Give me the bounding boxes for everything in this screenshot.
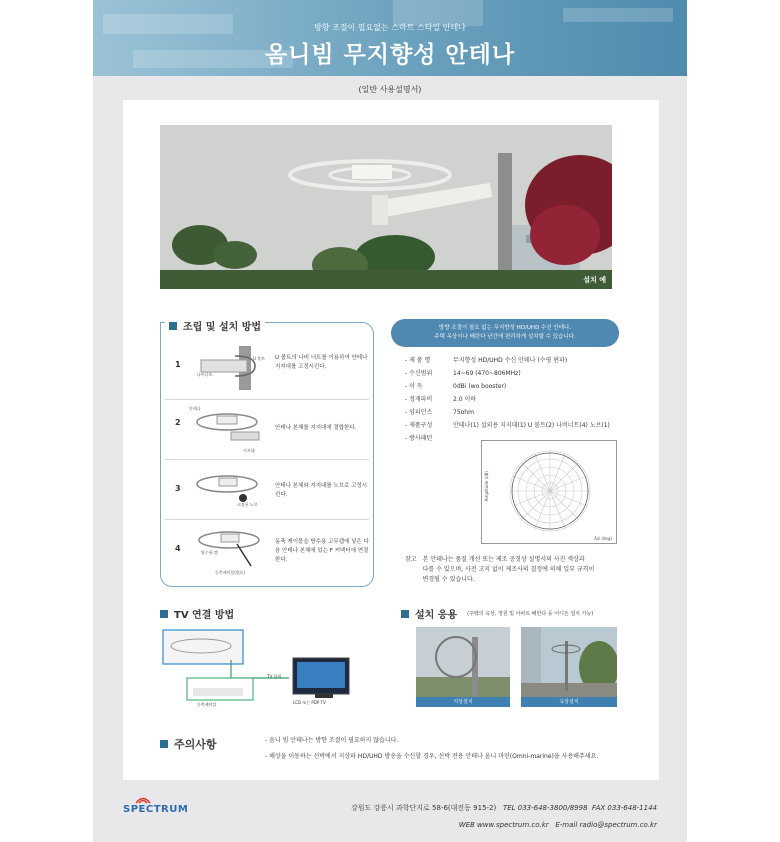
spec-row: - 제품구성 안테나(1) 설외용 지지대(1) U 볼트(2) 나비너트(4) 노브(1) [405,422,610,429]
spec-row: - 방사패턴 [405,435,433,442]
step-label: U 볼트 [253,356,265,361]
roof-install-illustration [521,627,617,707]
footer-address: 강원도 강릉시 과학단지로 58-6(대전동 915-2) [350,804,497,812]
install-photo-roof [521,627,617,707]
tv-label: LCD 또는 PDP TV [293,700,326,705]
bullet-square-icon [401,610,409,618]
footer-web[interactable]: WEB www.spectrum.co.kr [458,821,549,829]
brand-logo [123,794,188,815]
bullet-square-icon [160,610,168,618]
spec-row: - 정재파비 2.0 이하 [405,396,477,403]
note-label: 참고 [405,556,417,563]
manual-label: (일반 사용설명서) [358,85,422,94]
step-number: 1 [175,360,181,369]
radiation-pattern-chart [481,440,617,544]
photo-label: 옥상설치 [521,697,617,707]
bullet-square-icon [169,322,177,330]
caution-item: - 옴니 빔 안테나는 방향 조절이 필요하지 않습니다. [265,737,399,744]
assembly-step [165,340,369,400]
bullet-square-icon [160,740,168,748]
step-label: 고정용 노브 [237,502,258,507]
photo-label: 지상설치 [416,697,510,707]
chart-xlabel: Azi (deg) [594,536,612,541]
footer-email[interactable]: E-mail radio@spectrum.co.kr [555,821,657,829]
spec-row: - 이 득 0dBi (wo booster) [405,383,507,390]
footer-fax: FAX 033-648-1144 [591,804,657,812]
caution-heading: 주의사항 [160,736,217,752]
signal-wave-icon [133,794,153,804]
antenna-body-diagram [191,406,271,452]
spec-row: - 수신범위 14~69 (470~806MHz) [405,370,521,377]
spec-row: - 제 품 명 무지향성 HD/UHD 수신 안테나 (수평 편파) [405,357,568,364]
step-text: U 볼트의 나비 너트를 이용하여 안테나 지지대를 고정시킨다. [275,355,368,370]
step-text: 안테나 본체를 지지대에 결합한다. [275,425,357,431]
page-title: 옴니빔 무지향성 안테나 [264,42,516,68]
footer-tel: TEL 033-648-3800/8998 [502,804,588,812]
step-number: 2 [175,418,181,427]
step-text: 안테나 본체와 지지대를 노브로 고정시킨다. [275,483,368,498]
assembly-heading: 조립 및 설치 방법 [165,318,265,333]
step-number: 3 [175,484,181,493]
product-photo [160,125,612,289]
knob-diagram [191,466,271,512]
photo-caption: 설치 예 [583,276,606,284]
step-label: 동축케이블(별도) [215,570,246,575]
install-heading: 설치 응용 (주택의 옥상, 정원 및 아파트 베란다 등 어디든 설치 가능) [401,606,593,621]
assembly-step [165,400,369,460]
cable-diagram [191,526,271,572]
assembly-step [165,460,369,520]
info-bubble: 방향 조절이 필요 없는 무지향성 HD/UHD 수신 안테나. 주택 옥상이나 베란다 난간에 편리하게 설치할 수 있습니다. [391,319,619,347]
header-subtitle: 방향 조절이 필요없는 스마트 스타일 안테나 [314,23,466,32]
step-text: 동축 케이블을 방수용 고무캡에 넣은 다음 안테나 본체에 있는 F 커넥터에 연결한다. [275,539,369,563]
step-label: 안테나 [189,406,201,411]
tv-label: 동축케이블 [197,702,217,707]
install-photo-ground [416,627,510,707]
footer-contact [351,800,657,834]
tv-heading: TV 연결 방법 [160,606,234,621]
ground-install-illustration [416,627,510,707]
spec-row: - 임피던스 75ohm [405,409,474,416]
caution-item: - 해상을 이동하는 선박에서 지상파 HD/UHD 방송을 수신할 경우, 선박 전용 안테나 옴니 마린(Omni-marine)을 사용해주세요. [265,753,599,760]
content-panel [123,100,659,780]
spec-list [405,354,645,445]
antenna-photo-illustration [160,125,612,289]
header-banner [93,0,687,76]
tv-label: TV 입력 [267,674,282,679]
brand-name: SPECTRUM [123,804,189,815]
tv-connection-diagram [161,628,381,710]
tv-diagram-illustration [161,628,381,710]
note: 참고 본 안테나는 품질 개선 또는 제조 공정상 설명서의 사진 색상과 다를 수 있으며, 사전 고지 없이 제조사의 결정에 의해 일부 규격이 변경될 수 있습니다. [405,556,595,583]
ubolt-diagram [195,346,269,390]
chart-ylabel: Amplitude (dB) [484,471,489,502]
assembly-step [165,520,369,582]
step-label: 지지대 [243,448,255,453]
document-page [93,0,687,842]
polar-plot [482,441,618,545]
caution-list [265,733,598,765]
step-number: 4 [175,544,181,553]
step-label: 나비너트 [197,372,213,377]
step-label: 방수용 캡 [201,550,218,555]
